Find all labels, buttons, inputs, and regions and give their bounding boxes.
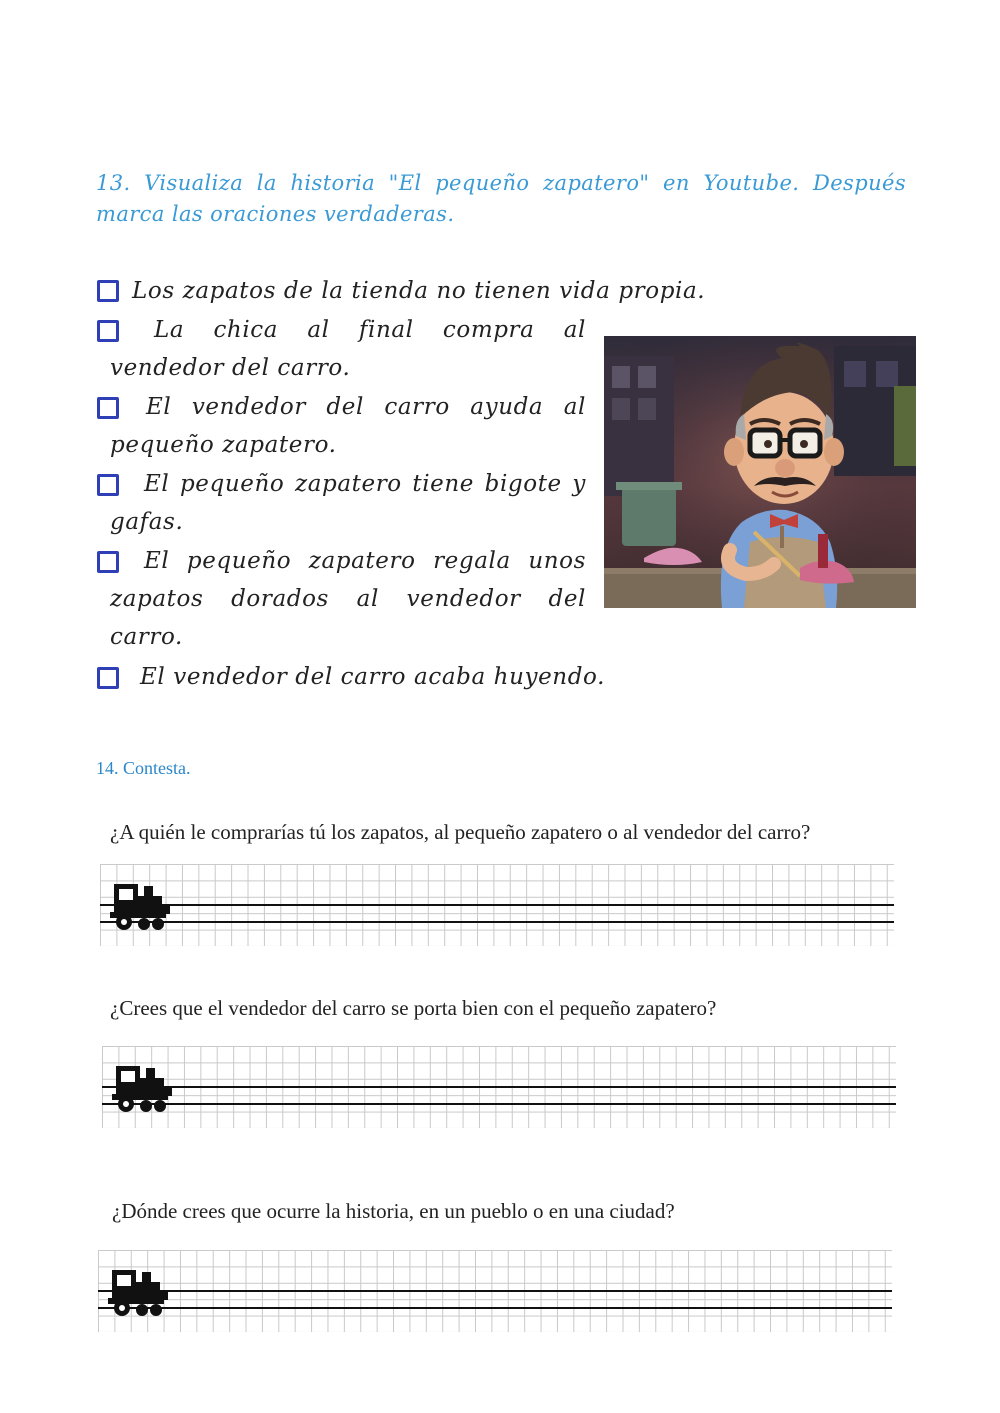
checkbox-6[interactable]	[97, 667, 119, 689]
answer-grid-3[interactable]	[98, 1250, 892, 1332]
train-icon	[110, 880, 172, 932]
answer-grid-1[interactable]	[100, 864, 894, 946]
statement-5: El pequeño zapatero regala unos zapatos dorados al vendedor del carro.	[110, 548, 586, 650]
statement-6: El vendedor del carro acaba huyendo.	[140, 664, 606, 690]
exercise-13-title: 13. Visualiza la historia "El pequeño zapatero" en Youtube. Después marca las oraciones verdaderas.	[96, 171, 906, 226]
train-icon	[112, 1062, 174, 1114]
checkbox-1[interactable]	[97, 280, 119, 302]
exercise-14-title: 14. Contesta.	[96, 758, 191, 778]
statement-3: El vendedor del carro ayuda al pequeño zapatero.	[110, 394, 586, 458]
statement-1: Los zapatos de la tienda no tienen vida propia.	[132, 278, 706, 304]
train-icon	[108, 1266, 170, 1318]
question-2: ¿Crees que el vendedor del carro se porta bien con el pequeño zapatero?	[110, 996, 717, 1020]
answer-grid-2[interactable]	[102, 1046, 896, 1128]
question-1: ¿A quién le comprarías tú los zapatos, al pequeño zapatero o al vendedor del carro?	[110, 820, 811, 844]
shoemaker-image	[604, 336, 916, 608]
question-3: ¿Dónde crees que ocurre la historia, en un pueblo o en una ciudad?	[112, 1199, 675, 1223]
statement-4: El pequeño zapatero tiene bigote y gafas.	[110, 471, 586, 535]
statement-2: La chica al final compra al vendedor del carro.	[110, 317, 586, 381]
